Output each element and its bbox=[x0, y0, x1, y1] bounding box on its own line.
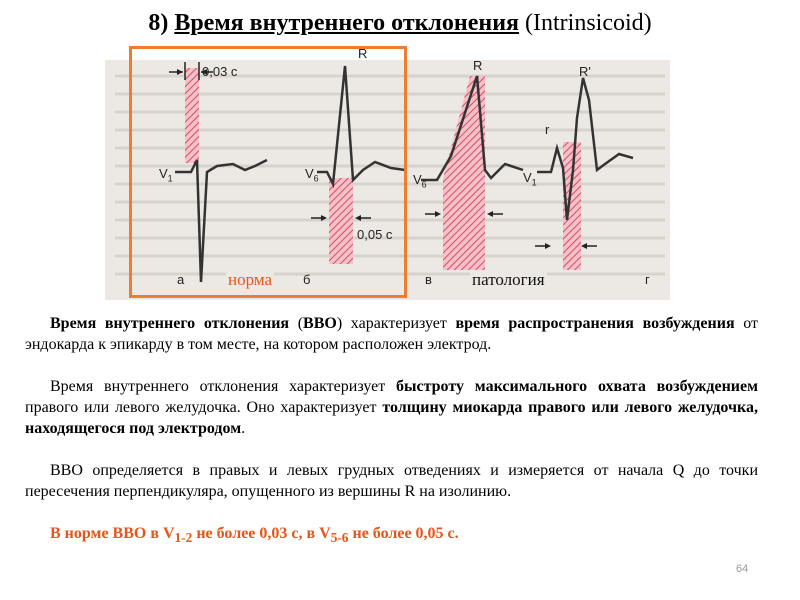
paragraph-4-norm: В норме ВВО в $V_{1-2}$ не более 0,03 с, в $V_{5-6}$ не более 0,05 с. bbox=[50, 525, 459, 546]
peak-label-r1: R bbox=[358, 46, 368, 61]
pathology-label: патология bbox=[472, 270, 545, 289]
lead-label-v1-g: $V_1$ bbox=[523, 170, 537, 188]
panel-label-b: б bbox=[303, 272, 311, 287]
title-main: Время внутреннего отклонения bbox=[174, 10, 520, 36]
body-text bbox=[25, 313, 758, 548]
paragraph-2: Время внутреннего отклонения характеризует быстроту максимального охвата возбуждением правого или левого желудочка. Оно характеризует толщину миокарда правого или левого желудочка, находящегося под электродом. bbox=[25, 378, 759, 437]
title-paren: (Intrinsicoid) bbox=[525, 10, 652, 36]
peak-label-r3: R' bbox=[579, 64, 591, 79]
peak-label-r-small: r bbox=[545, 122, 550, 137]
page-number: 64 bbox=[736, 563, 749, 575]
lead-label-v6-b: $V_6$ bbox=[305, 166, 319, 184]
norm-highlight-frame bbox=[129, 46, 407, 298]
lead-label-v6-v: $V_6$ bbox=[413, 172, 427, 190]
title-number: 8) bbox=[148, 10, 169, 36]
panel-label-a: а bbox=[177, 272, 185, 287]
interval-label-top: 0,03 с bbox=[202, 64, 238, 79]
panel-label-g: г bbox=[645, 272, 650, 287]
norm-label: норма bbox=[228, 270, 273, 289]
slide-title bbox=[0, 8, 800, 38]
paragraph-1: Время внутреннего отклонения (ВВО) характеризует время распространения возбуждения от эндокарда к эпикарду в том месте, на котором расположен электрод. bbox=[25, 315, 759, 353]
panel-label-v: в bbox=[425, 272, 432, 287]
lead-label-v1-a: $V_1$ bbox=[159, 166, 173, 184]
interval-label-bottom: 0,05 с bbox=[357, 227, 393, 242]
peak-label-r2: R bbox=[473, 58, 483, 73]
paragraph-3: ВВО определяется в правых и левых грудных отведениях и измеряется от начала Q до точки пересечения перпендикуляра, опущенного из вершины R на изолинию. bbox=[25, 462, 758, 500]
